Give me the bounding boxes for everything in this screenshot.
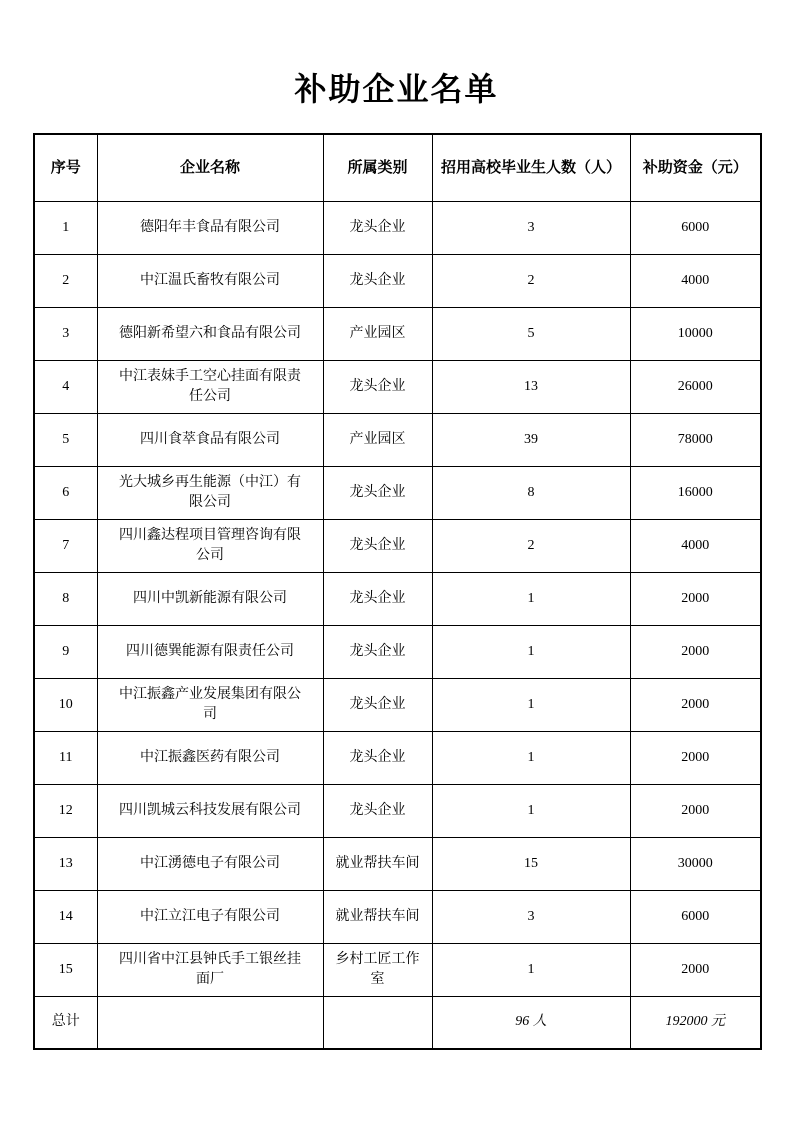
subsidy-amount-cell: 2000 (630, 784, 761, 837)
total-amount-cell: 192000 元 (630, 996, 761, 1049)
header-row-number: 序号 (34, 134, 97, 201)
row-number-cell: 15 (34, 943, 97, 996)
table-row (34, 466, 761, 519)
subsidy-amount-cell: 6000 (630, 890, 761, 943)
category-cell: 龙头企业 (323, 731, 432, 784)
subsidy-amount-cell: 2000 (630, 625, 761, 678)
subsidy-amount-cell: 30000 (630, 837, 761, 890)
row-number-cell: 6 (34, 466, 97, 519)
row-number-cell: 12 (34, 784, 97, 837)
table-row (34, 519, 761, 572)
company-name-cell: 中江振鑫产业发展集团有限公司 (97, 678, 323, 731)
row-number-cell: 11 (34, 731, 97, 784)
category-cell: 龙头企业 (323, 466, 432, 519)
subsidy-amount-cell: 4000 (630, 254, 761, 307)
graduate-count-cell: 1 (432, 572, 630, 625)
table-row (34, 678, 761, 731)
company-name-cell: 中江立江电子有限公司 (97, 890, 323, 943)
table-row (34, 943, 761, 996)
company-name-cell: 德阳年丰食品有限公司 (97, 201, 323, 254)
subsidy-amount-cell: 10000 (630, 307, 761, 360)
company-name-cell: 四川中凯新能源有限公司 (97, 572, 323, 625)
total-row (34, 996, 761, 1049)
graduate-count-cell: 15 (432, 837, 630, 890)
row-number-cell: 5 (34, 413, 97, 466)
graduate-count-cell: 39 (432, 413, 630, 466)
table-header (34, 134, 761, 201)
company-name-cell: 四川省中江县钟氏手工银丝挂面厂 (97, 943, 323, 996)
table-row (34, 572, 761, 625)
company-name-cell: 中江温氏畜牧有限公司 (97, 254, 323, 307)
page-title: 补助企业名单 (294, 71, 499, 107)
subsidy-amount-cell: 2000 (630, 678, 761, 731)
total-label-cell: 总计 (34, 996, 97, 1049)
graduate-count-cell: 5 (432, 307, 630, 360)
table-row (34, 784, 761, 837)
row-number-cell: 1 (34, 201, 97, 254)
header-company-name: 企业名称 (97, 134, 323, 201)
company-name-cell: 中江振鑫医药有限公司 (97, 731, 323, 784)
company-name-cell: 四川食萃食品有限公司 (97, 413, 323, 466)
total-company-cell (97, 996, 323, 1049)
table-row (34, 625, 761, 678)
subsidy-table (33, 133, 762, 1050)
subsidy-amount-cell: 16000 (630, 466, 761, 519)
table-row (34, 201, 761, 254)
table-footer (34, 996, 761, 1049)
table-row (34, 890, 761, 943)
category-cell: 就业帮扶车间 (323, 890, 432, 943)
company-name-cell: 德阳新希望六和食品有限公司 (97, 307, 323, 360)
table-row (34, 254, 761, 307)
category-cell: 龙头企业 (323, 678, 432, 731)
category-cell: 就业帮扶车间 (323, 837, 432, 890)
row-number-cell: 13 (34, 837, 97, 890)
table-row (34, 413, 761, 466)
table-row (34, 731, 761, 784)
company-name-cell: 中江表妹手工空心挂面有限责任公司 (97, 360, 323, 413)
company-name-cell: 光大城乡再生能源（中江）有限公司 (97, 466, 323, 519)
graduate-count-cell: 3 (432, 890, 630, 943)
subsidy-amount-cell: 2000 (630, 943, 761, 996)
row-number-cell: 3 (34, 307, 97, 360)
table-row (34, 307, 761, 360)
company-name-cell: 中江湧德电子有限公司 (97, 837, 323, 890)
graduate-count-cell: 2 (432, 519, 630, 572)
row-number-cell: 2 (34, 254, 97, 307)
total-category-cell (323, 996, 432, 1049)
header-subsidy-amount: 补助资金（元） (630, 134, 761, 201)
graduate-count-cell: 1 (432, 731, 630, 784)
category-cell: 乡村工匠工作室 (323, 943, 432, 996)
row-number-cell: 7 (34, 519, 97, 572)
header-category: 所属类别 (323, 134, 432, 201)
subsidy-amount-cell: 2000 (630, 572, 761, 625)
subsidy-amount-cell: 6000 (630, 201, 761, 254)
subsidy-amount-cell: 4000 (630, 519, 761, 572)
table-row (34, 360, 761, 413)
graduate-count-cell: 3 (432, 201, 630, 254)
graduate-count-cell: 1 (432, 625, 630, 678)
row-number-cell: 8 (34, 572, 97, 625)
total-people-cell: 96 人 (432, 996, 630, 1049)
graduate-count-cell: 1 (432, 943, 630, 996)
subsidy-amount-cell: 26000 (630, 360, 761, 413)
category-cell: 龙头企业 (323, 254, 432, 307)
header-graduate-count: 招用高校毕业生人数（人） (432, 134, 630, 201)
category-cell: 龙头企业 (323, 360, 432, 413)
company-name-cell: 四川凯城云科技发展有限公司 (97, 784, 323, 837)
category-cell: 龙头企业 (323, 201, 432, 254)
subsidy-amount-cell: 78000 (630, 413, 761, 466)
category-cell: 龙头企业 (323, 519, 432, 572)
row-number-cell: 9 (34, 625, 97, 678)
category-cell: 产业园区 (323, 413, 432, 466)
header-row (34, 134, 761, 201)
graduate-count-cell: 8 (432, 466, 630, 519)
table-body (34, 201, 761, 996)
row-number-cell: 4 (34, 360, 97, 413)
category-cell: 龙头企业 (323, 784, 432, 837)
company-name-cell: 四川鑫达程项目管理咨询有限公司 (97, 519, 323, 572)
graduate-count-cell: 1 (432, 784, 630, 837)
category-cell: 产业园区 (323, 307, 432, 360)
category-cell: 龙头企业 (323, 625, 432, 678)
row-number-cell: 10 (34, 678, 97, 731)
subsidy-amount-cell: 2000 (630, 731, 761, 784)
graduate-count-cell: 2 (432, 254, 630, 307)
category-cell: 龙头企业 (323, 572, 432, 625)
graduate-count-cell: 1 (432, 678, 630, 731)
row-number-cell: 14 (34, 890, 97, 943)
graduate-count-cell: 13 (432, 360, 630, 413)
table-row (34, 837, 761, 890)
company-name-cell: 四川德巽能源有限责任公司 (97, 625, 323, 678)
